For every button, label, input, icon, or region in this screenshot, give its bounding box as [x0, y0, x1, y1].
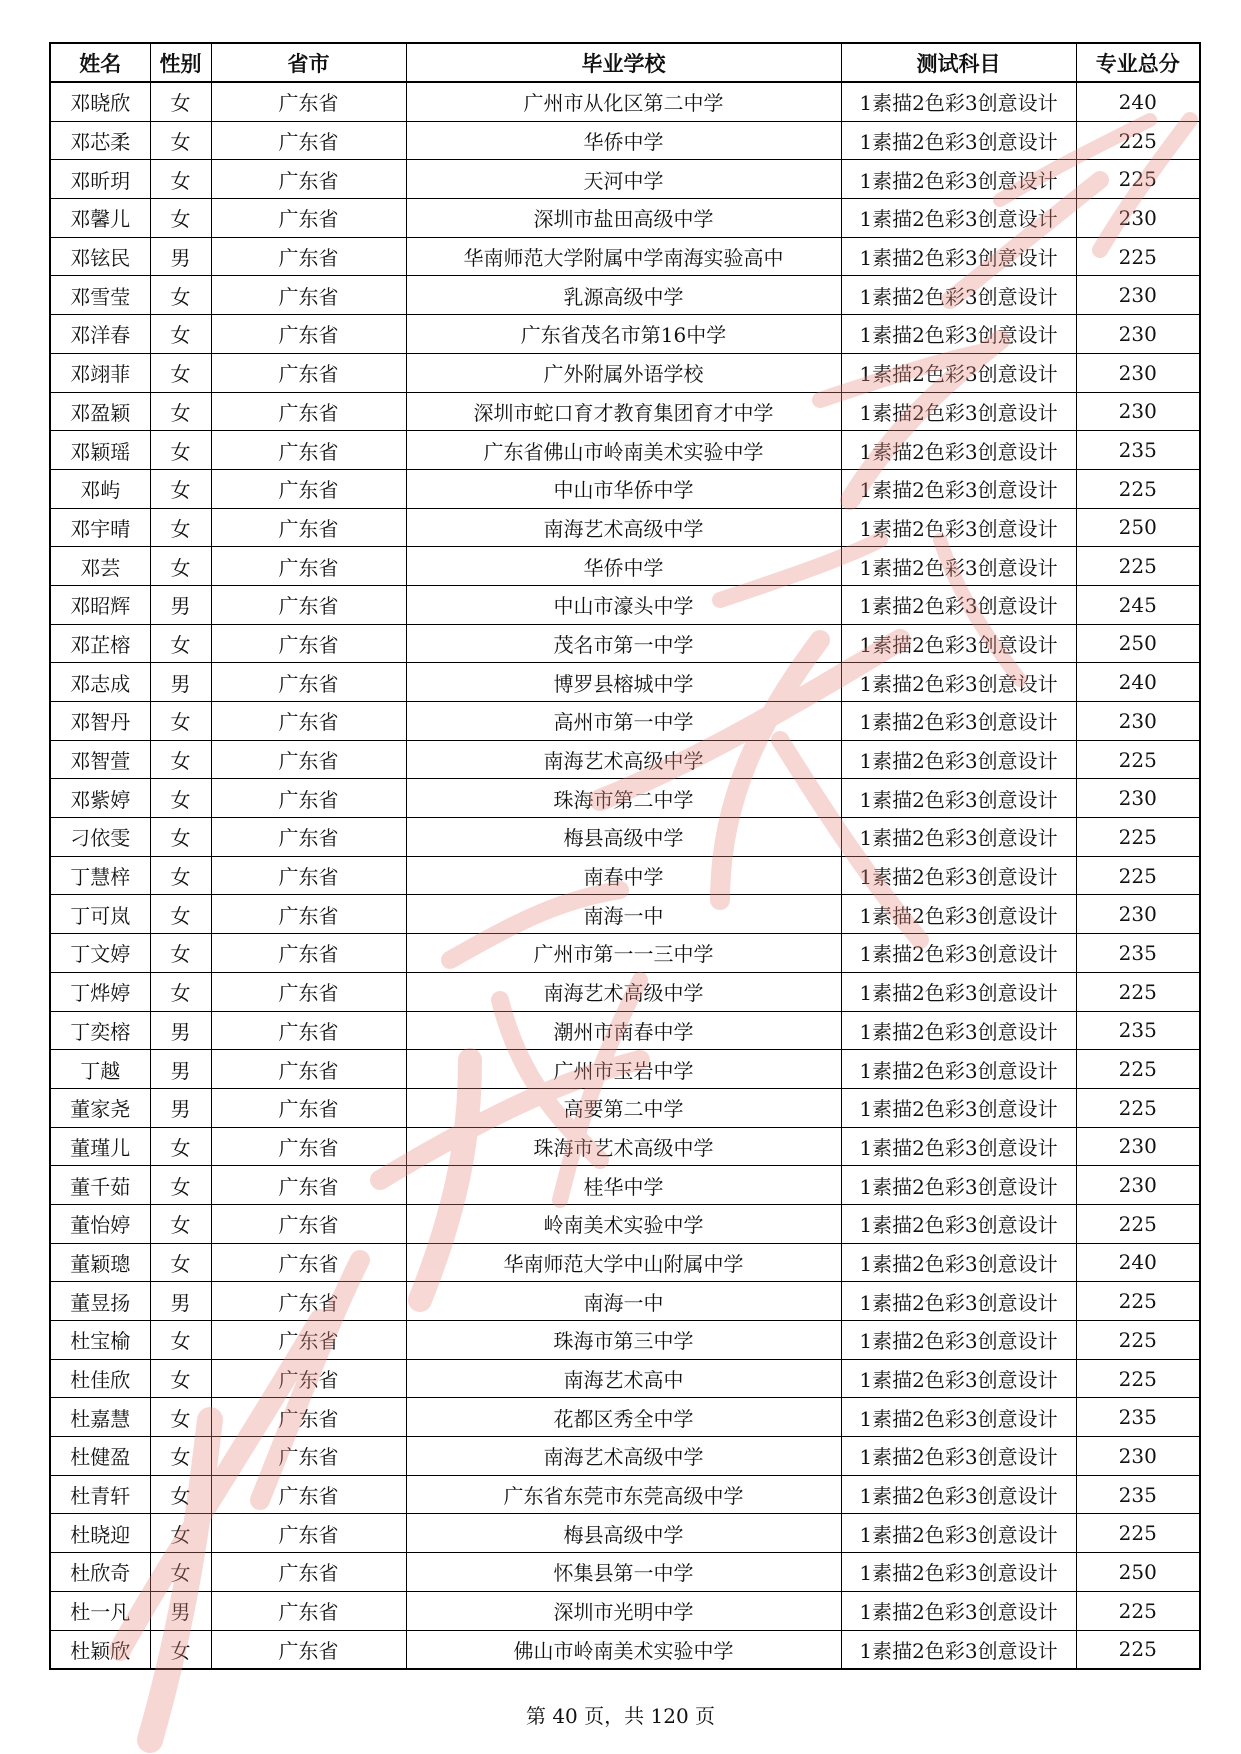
cell-gender: 女: [150, 972, 211, 1011]
cell-school: 乳源高级中学: [406, 276, 841, 315]
cell-total-score: 245: [1076, 585, 1200, 624]
table-row: [50, 1088, 1200, 1127]
cell-gender: 女: [150, 1514, 211, 1553]
cell-gender: 女: [150, 315, 211, 354]
cell-name: 邓芯柔: [50, 121, 150, 160]
cell-school: 岭南美术实验中学: [406, 1204, 841, 1243]
cell-subjects: 1素描2色彩3创意设计: [841, 1088, 1076, 1127]
cell-gender: 女: [150, 818, 211, 857]
cell-name: 邓盈颖: [50, 392, 150, 431]
cell-gender: 女: [150, 392, 211, 431]
cell-province: 广东省: [211, 972, 406, 1011]
cell-total-score: 250: [1076, 1553, 1200, 1592]
cell-gender: 女: [150, 1437, 211, 1476]
cell-total-score: 235: [1076, 1011, 1200, 1050]
cell-province: 广东省: [211, 624, 406, 663]
cell-gender: 女: [150, 1475, 211, 1514]
cell-province: 广东省: [211, 508, 406, 547]
table-header-row: [50, 43, 1200, 82]
cell-total-score: 225: [1076, 1630, 1200, 1669]
cell-province: 广东省: [211, 1359, 406, 1398]
cell-gender: 男: [150, 1088, 211, 1127]
cell-subjects: 1素描2色彩3创意设计: [841, 1630, 1076, 1669]
cell-school: 茂名市第一中学: [406, 624, 841, 663]
cell-province: 广东省: [211, 1011, 406, 1050]
cell-subjects: 1素描2色彩3创意设计: [841, 1514, 1076, 1553]
cell-subjects: 1素描2色彩3创意设计: [841, 469, 1076, 508]
cell-gender: 女: [150, 353, 211, 392]
cell-school: 深圳市光明中学: [406, 1591, 841, 1630]
cell-subjects: 1素描2色彩3创意设计: [841, 353, 1076, 392]
table-body: [50, 82, 1200, 1669]
cell-total-score: 230: [1076, 1127, 1200, 1166]
cell-subjects: 1素描2色彩3创意设计: [841, 1591, 1076, 1630]
cell-name: 杜宝榆: [50, 1321, 150, 1360]
cell-total-score: 225: [1076, 1321, 1200, 1360]
cell-subjects: 1素描2色彩3创意设计: [841, 779, 1076, 818]
table-row: [50, 1398, 1200, 1437]
cell-name: 邓芸: [50, 547, 150, 586]
cell-school: 深圳市盐田高级中学: [406, 199, 841, 238]
cell-name: 刁依雯: [50, 818, 150, 857]
cell-subjects: 1素描2色彩3创意设计: [841, 856, 1076, 895]
cell-province: 广东省: [211, 1475, 406, 1514]
cell-name: 丁文婷: [50, 934, 150, 973]
cell-name: 杜佳欣: [50, 1359, 150, 1398]
table-row: [50, 469, 1200, 508]
table-row: [50, 431, 1200, 470]
cell-total-score: 230: [1076, 779, 1200, 818]
cell-gender: 男: [150, 663, 211, 702]
cell-subjects: 1素描2色彩3创意设计: [841, 1321, 1076, 1360]
cell-gender: 女: [150, 1359, 211, 1398]
cell-province: 广东省: [211, 1321, 406, 1360]
cell-school: 珠海市第三中学: [406, 1321, 841, 1360]
table-row: [50, 1437, 1200, 1476]
cell-subjects: 1素描2色彩3创意设计: [841, 624, 1076, 663]
cell-school: 高州市第一中学: [406, 702, 841, 741]
cell-province: 广东省: [211, 1088, 406, 1127]
table-row: [50, 1475, 1200, 1514]
table-row: [50, 663, 1200, 702]
cell-total-score: 240: [1076, 82, 1200, 121]
cell-name: 杜健盈: [50, 1437, 150, 1476]
cell-school: 南海一中: [406, 895, 841, 934]
table-row: [50, 160, 1200, 199]
cell-gender: 女: [150, 1630, 211, 1669]
cell-name: 董家尧: [50, 1088, 150, 1127]
cell-province: 广东省: [211, 315, 406, 354]
cell-province: 广东省: [211, 1127, 406, 1166]
cell-school: 广州市第一一三中学: [406, 934, 841, 973]
cell-subjects: 1素描2色彩3创意设计: [841, 585, 1076, 624]
cell-province: 广东省: [211, 1553, 406, 1592]
cell-subjects: 1素描2色彩3创意设计: [841, 315, 1076, 354]
header-subjects: 测试科目: [841, 43, 1076, 82]
cell-subjects: 1素描2色彩3创意设计: [841, 199, 1076, 238]
cell-school: 中山市濠头中学: [406, 585, 841, 624]
cell-subjects: 1素描2色彩3创意设计: [841, 934, 1076, 973]
cell-subjects: 1素描2色彩3创意设计: [841, 1243, 1076, 1282]
cell-gender: 女: [150, 1553, 211, 1592]
cell-gender: 男: [150, 585, 211, 624]
cell-province: 广东省: [211, 237, 406, 276]
cell-name: 邓晓欣: [50, 82, 150, 121]
table-row: [50, 353, 1200, 392]
cell-gender: 女: [150, 547, 211, 586]
cell-school: 南春中学: [406, 856, 841, 895]
cell-subjects: 1素描2色彩3创意设计: [841, 392, 1076, 431]
cell-gender: 男: [150, 1050, 211, 1089]
cell-name: 丁越: [50, 1050, 150, 1089]
cell-name: 杜一凡: [50, 1591, 150, 1630]
cell-total-score: 240: [1076, 663, 1200, 702]
cell-name: 邓馨儿: [50, 199, 150, 238]
table-row: [50, 1630, 1200, 1669]
cell-school: 南海艺术高级中学: [406, 508, 841, 547]
cell-gender: 女: [150, 895, 211, 934]
cell-name: 杜颖欣: [50, 1630, 150, 1669]
cell-subjects: 1素描2色彩3创意设计: [841, 431, 1076, 470]
cell-total-score: 225: [1076, 856, 1200, 895]
cell-province: 广东省: [211, 1243, 406, 1282]
cell-gender: 女: [150, 1321, 211, 1360]
table-row: [50, 1553, 1200, 1592]
cell-total-score: 230: [1076, 353, 1200, 392]
cell-gender: 女: [150, 856, 211, 895]
table-row: [50, 1127, 1200, 1166]
cell-province: 广东省: [211, 547, 406, 586]
cell-total-score: 225: [1076, 1282, 1200, 1321]
cell-school: 南海艺术高级中学: [406, 740, 841, 779]
cell-name: 董怡婷: [50, 1204, 150, 1243]
table-row: [50, 508, 1200, 547]
cell-school: 深圳市蛇口育才教育集团育才中学: [406, 392, 841, 431]
cell-total-score: 235: [1076, 1398, 1200, 1437]
cell-gender: 男: [150, 1282, 211, 1321]
cell-total-score: 225: [1076, 160, 1200, 199]
cell-total-score: 225: [1076, 1591, 1200, 1630]
cell-name: 邓志成: [50, 663, 150, 702]
cell-province: 广东省: [211, 585, 406, 624]
cell-total-score: 235: [1076, 934, 1200, 973]
table-row: [50, 392, 1200, 431]
cell-total-score: 225: [1076, 469, 1200, 508]
cell-name: 邓昭辉: [50, 585, 150, 624]
cell-school: 华南师范大学附属中学南海实验高中: [406, 237, 841, 276]
cell-name: 邓智丹: [50, 702, 150, 741]
cell-name: 邓翊菲: [50, 353, 150, 392]
cell-name: 杜欣奇: [50, 1553, 150, 1592]
cell-subjects: 1素描2色彩3创意设计: [841, 663, 1076, 702]
table-row: [50, 1204, 1200, 1243]
cell-school: 潮州市南春中学: [406, 1011, 841, 1050]
cell-name: 邓屿: [50, 469, 150, 508]
cell-school: 华侨中学: [406, 547, 841, 586]
cell-province: 广东省: [211, 353, 406, 392]
table-row: [50, 856, 1200, 895]
table-row: [50, 972, 1200, 1011]
cell-total-score: 250: [1076, 624, 1200, 663]
cell-province: 广东省: [211, 663, 406, 702]
cell-total-score: 240: [1076, 1243, 1200, 1282]
cell-subjects: 1素描2色彩3创意设计: [841, 237, 1076, 276]
cell-subjects: 1素描2色彩3创意设计: [841, 895, 1076, 934]
cell-province: 广东省: [211, 1204, 406, 1243]
cell-gender: 女: [150, 1243, 211, 1282]
table-row: [50, 1243, 1200, 1282]
cell-gender: 女: [150, 624, 211, 663]
table-row: [50, 1282, 1200, 1321]
cell-school: 高要第二中学: [406, 1088, 841, 1127]
cell-school: 桂华中学: [406, 1166, 841, 1205]
cell-total-score: 230: [1076, 895, 1200, 934]
cell-school: 华南师范大学中山附属中学: [406, 1243, 841, 1282]
cell-total-score: 225: [1076, 237, 1200, 276]
cell-school: 天河中学: [406, 160, 841, 199]
cell-gender: 女: [150, 1204, 211, 1243]
cell-name: 杜嘉慧: [50, 1398, 150, 1437]
cell-total-score: 225: [1076, 1088, 1200, 1127]
cell-school: 广东省东莞市东莞高级中学: [406, 1475, 841, 1514]
table-row: [50, 779, 1200, 818]
table-row: [50, 1359, 1200, 1398]
header-name: 姓名: [50, 43, 150, 82]
cell-province: 广东省: [211, 82, 406, 121]
table-row: [50, 1514, 1200, 1553]
table-row: [50, 1166, 1200, 1205]
cell-total-score: 230: [1076, 315, 1200, 354]
cell-subjects: 1素描2色彩3创意设计: [841, 1437, 1076, 1476]
cell-school: 广东省茂名市第16中学: [406, 315, 841, 354]
cell-gender: 女: [150, 82, 211, 121]
table-row: [50, 1011, 1200, 1050]
cell-province: 广东省: [211, 469, 406, 508]
cell-total-score: 230: [1076, 199, 1200, 238]
cell-subjects: 1素描2色彩3创意设计: [841, 1553, 1076, 1592]
table-row: [50, 934, 1200, 973]
cell-total-score: 225: [1076, 1359, 1200, 1398]
table-row: [50, 624, 1200, 663]
cell-total-score: 250: [1076, 508, 1200, 547]
cell-total-score: 230: [1076, 1437, 1200, 1476]
cell-subjects: 1素描2色彩3创意设计: [841, 121, 1076, 160]
cell-school: 南海艺术高级中学: [406, 1437, 841, 1476]
cell-total-score: 230: [1076, 392, 1200, 431]
cell-total-score: 235: [1076, 1475, 1200, 1514]
cell-name: 邓铉民: [50, 237, 150, 276]
table-row: [50, 1321, 1200, 1360]
cell-subjects: 1素描2色彩3创意设计: [841, 1475, 1076, 1514]
cell-school: 南海一中: [406, 1282, 841, 1321]
cell-subjects: 1素描2色彩3创意设计: [841, 702, 1076, 741]
cell-province: 广东省: [211, 934, 406, 973]
cell-gender: 女: [150, 1398, 211, 1437]
cell-name: 董昱扬: [50, 1282, 150, 1321]
table-row: [50, 1050, 1200, 1089]
cell-subjects: 1素描2色彩3创意设计: [841, 160, 1076, 199]
cell-name: 董瑾儿: [50, 1127, 150, 1166]
cell-gender: 女: [150, 1127, 211, 1166]
table-row: [50, 547, 1200, 586]
cell-name: 丁烨婷: [50, 972, 150, 1011]
cell-name: 杜晓迎: [50, 1514, 150, 1553]
cell-subjects: 1素描2色彩3创意设计: [841, 1204, 1076, 1243]
cell-province: 广东省: [211, 1437, 406, 1476]
cell-school: 博罗县榕城中学: [406, 663, 841, 702]
cell-subjects: 1素描2色彩3创意设计: [841, 1166, 1076, 1205]
cell-province: 广东省: [211, 1166, 406, 1205]
cell-subjects: 1素描2色彩3创意设计: [841, 1398, 1076, 1437]
header-total-score: 专业总分: [1076, 43, 1200, 82]
cell-subjects: 1素描2色彩3创意设计: [841, 82, 1076, 121]
cell-total-score: 225: [1076, 121, 1200, 160]
cell-subjects: 1素描2色彩3创意设计: [841, 740, 1076, 779]
cell-school: 佛山市岭南美术实验中学: [406, 1630, 841, 1669]
cell-gender: 女: [150, 160, 211, 199]
cell-school: 花都区秀全中学: [406, 1398, 841, 1437]
cell-province: 广东省: [211, 895, 406, 934]
cell-total-score: 225: [1076, 740, 1200, 779]
cell-name: 董颖璁: [50, 1243, 150, 1282]
cell-gender: 女: [150, 199, 211, 238]
cell-name: 邓智萱: [50, 740, 150, 779]
cell-total-score: 230: [1076, 1166, 1200, 1205]
table-row: [50, 237, 1200, 276]
cell-gender: 女: [150, 121, 211, 160]
header-school: 毕业学校: [406, 43, 841, 82]
cell-subjects: 1素描2色彩3创意设计: [841, 547, 1076, 586]
table-row: [50, 121, 1200, 160]
cell-name: 邓芷榕: [50, 624, 150, 663]
cell-subjects: 1素描2色彩3创意设计: [841, 508, 1076, 547]
cell-name: 邓昕玥: [50, 160, 150, 199]
table-row: [50, 276, 1200, 315]
table-row: [50, 702, 1200, 741]
cell-school: 梅县高级中学: [406, 1514, 841, 1553]
cell-gender: 男: [150, 237, 211, 276]
cell-name: 邓紫婷: [50, 779, 150, 818]
cell-subjects: 1素描2色彩3创意设计: [841, 1050, 1076, 1089]
cell-province: 广东省: [211, 740, 406, 779]
cell-gender: 男: [150, 1591, 211, 1630]
cell-total-score: 235: [1076, 431, 1200, 470]
cell-name: 丁可岚: [50, 895, 150, 934]
cell-province: 广东省: [211, 818, 406, 857]
table-row: [50, 818, 1200, 857]
cell-province: 广东省: [211, 121, 406, 160]
cell-gender: 女: [150, 702, 211, 741]
cell-total-score: 225: [1076, 547, 1200, 586]
cell-school: 中山市华侨中学: [406, 469, 841, 508]
cell-province: 广东省: [211, 1591, 406, 1630]
cell-gender: 女: [150, 934, 211, 973]
page-footer: 第 40 页，共 120 页: [525, 1704, 716, 1728]
cell-school: 广州市从化区第二中学: [406, 82, 841, 121]
cell-gender: 女: [150, 1166, 211, 1205]
table-row: [50, 315, 1200, 354]
cell-name: 邓颖瑶: [50, 431, 150, 470]
cell-gender: 男: [150, 1011, 211, 1050]
cell-school: 珠海市艺术高级中学: [406, 1127, 841, 1166]
cell-subjects: 1素描2色彩3创意设计: [841, 1011, 1076, 1050]
cell-name: 丁奕榕: [50, 1011, 150, 1050]
cell-name: 杜青轩: [50, 1475, 150, 1514]
cell-subjects: 1素描2色彩3创意设计: [841, 1359, 1076, 1398]
cell-gender: 女: [150, 508, 211, 547]
cell-name: 董千茹: [50, 1166, 150, 1205]
cell-gender: 女: [150, 469, 211, 508]
cell-name: 丁慧梓: [50, 856, 150, 895]
cell-province: 广东省: [211, 779, 406, 818]
table-row: [50, 199, 1200, 238]
header-gender: 性别: [150, 43, 211, 82]
cell-name: 邓宇晴: [50, 508, 150, 547]
table-row: [50, 1591, 1200, 1630]
score-sheet: [49, 42, 1199, 1670]
cell-subjects: 1素描2色彩3创意设计: [841, 276, 1076, 315]
cell-school: 南海艺术高中: [406, 1359, 841, 1398]
cell-province: 广东省: [211, 431, 406, 470]
table-row: [50, 740, 1200, 779]
cell-total-score: 225: [1076, 818, 1200, 857]
cell-province: 广东省: [211, 1282, 406, 1321]
cell-gender: 女: [150, 740, 211, 779]
cell-province: 广东省: [211, 1398, 406, 1437]
cell-province: 广东省: [211, 702, 406, 741]
cell-subjects: 1素描2色彩3创意设计: [841, 972, 1076, 1011]
cell-subjects: 1素描2色彩3创意设计: [841, 818, 1076, 857]
cell-school: 梅县高级中学: [406, 818, 841, 857]
cell-total-score: 225: [1076, 1514, 1200, 1553]
cell-subjects: 1素描2色彩3创意设计: [841, 1127, 1076, 1166]
cell-school: 广东省佛山市岭南美术实验中学: [406, 431, 841, 470]
cell-total-score: 230: [1076, 702, 1200, 741]
cell-province: 广东省: [211, 160, 406, 199]
cell-province: 广东省: [211, 1630, 406, 1669]
cell-province: 广东省: [211, 856, 406, 895]
cell-total-score: 230: [1076, 276, 1200, 315]
header-province: 省市: [211, 43, 406, 82]
cell-province: 广东省: [211, 1050, 406, 1089]
cell-school: 怀集县第一中学: [406, 1553, 841, 1592]
cell-province: 广东省: [211, 392, 406, 431]
table-row: [50, 895, 1200, 934]
cell-total-score: 225: [1076, 972, 1200, 1011]
cell-total-score: 225: [1076, 1204, 1200, 1243]
cell-school: 南海艺术高级中学: [406, 972, 841, 1011]
cell-total-score: 225: [1076, 1050, 1200, 1089]
cell-gender: 女: [150, 431, 211, 470]
cell-name: 邓洋春: [50, 315, 150, 354]
cell-subjects: 1素描2色彩3创意设计: [841, 1282, 1076, 1321]
cell-school: 珠海市第二中学: [406, 779, 841, 818]
cell-gender: 女: [150, 779, 211, 818]
cell-school: 广外附属外语学校: [406, 353, 841, 392]
cell-name: 邓雪莹: [50, 276, 150, 315]
cell-province: 广东省: [211, 199, 406, 238]
table-row: [50, 82, 1200, 121]
cell-province: 广东省: [211, 276, 406, 315]
cell-school: 华侨中学: [406, 121, 841, 160]
cell-province: 广东省: [211, 1514, 406, 1553]
cell-school: 广州市玉岩中学: [406, 1050, 841, 1089]
cell-gender: 女: [150, 276, 211, 315]
table-row: [50, 585, 1200, 624]
score-table: [49, 42, 1201, 1670]
